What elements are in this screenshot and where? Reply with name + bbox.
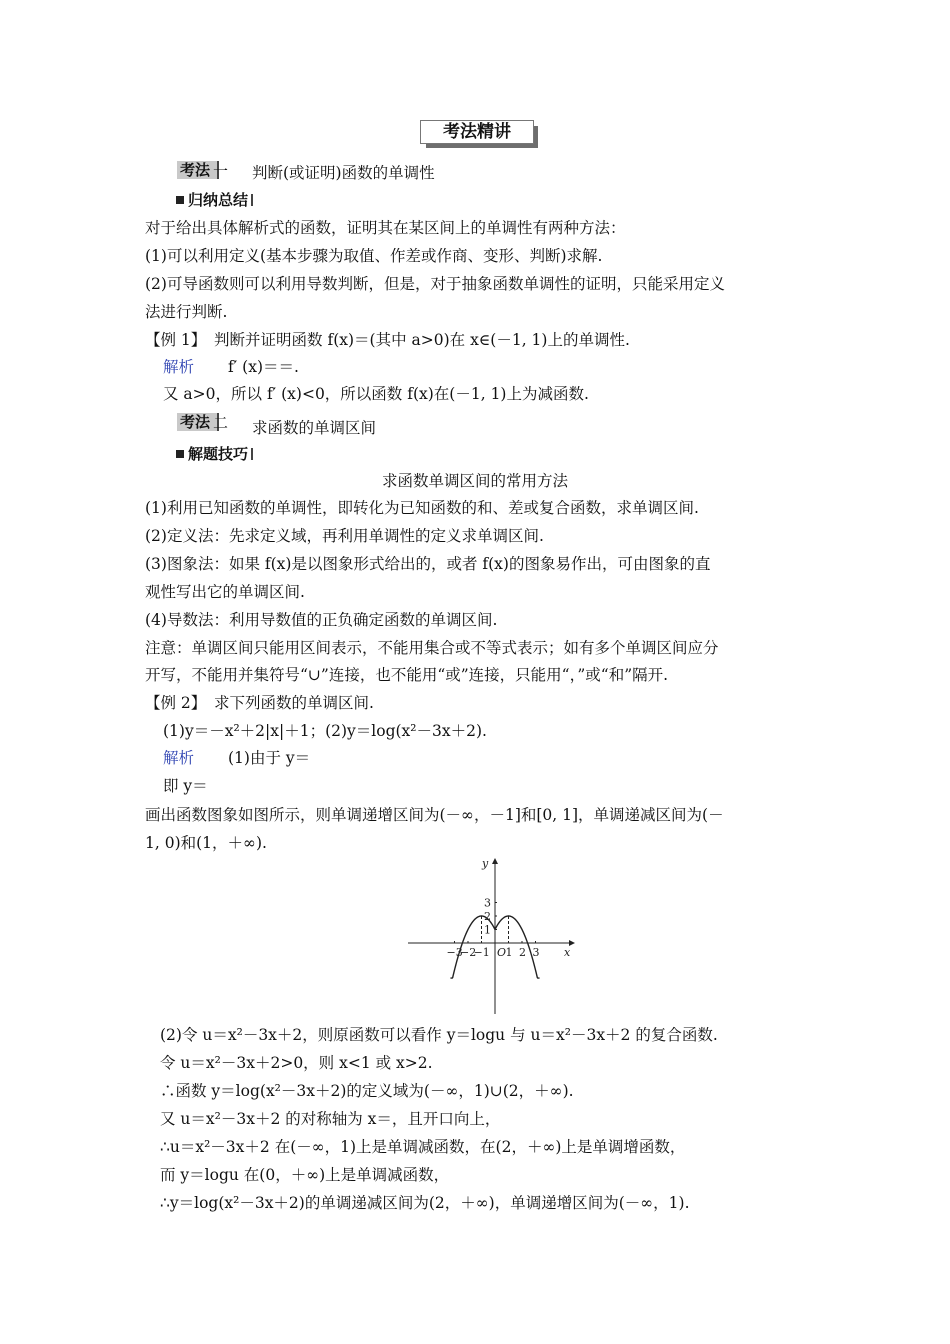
part-2-line-3: ∴函数 y＝log(x²－3x＋2)的定义域为(－∞，1)∪(2，＋∞).: [160, 1082, 574, 1100]
method-item-1: (1)利用已知函数的单调性，即转化为已知函数的和、差或复合函数，求单调区间.: [145, 499, 699, 517]
y-tick-label: 3: [484, 896, 491, 910]
x-axis-label: x: [564, 946, 571, 959]
square-bullet-icon: [176, 196, 184, 204]
method-item-3b: 观性写出它的单调区间.: [145, 583, 305, 601]
tips-tag: [176, 444, 253, 464]
y-tick-label: 1: [484, 923, 491, 937]
method-item-3a: (3)图象法：如果 f(x)是以图象形式给出的，或者 f(x)的图象易作出，可由图象的直: [145, 555, 711, 573]
solution-2-line-2: 即 y＝: [163, 777, 208, 795]
tips-tag-label: 解题技巧: [188, 445, 249, 463]
origin-label: O: [497, 946, 507, 959]
methods-center-title: 求函数单调区间的常用方法: [381, 472, 568, 490]
m1-paragraph-3b: 法进行判断.: [145, 303, 228, 321]
solution-2-label: 解析: [163, 749, 195, 767]
solution-1-line-1: f′ (x)＝＝.: [228, 358, 299, 376]
y-axis-label: y: [482, 857, 489, 870]
solution-2-line-1: (1)由于 y＝: [228, 749, 311, 767]
method-2-tag: [177, 413, 231, 433]
example-2: 【例 2】 求下列函数的单调区间.: [145, 694, 374, 712]
x-tick-label: −2: [460, 946, 477, 959]
x-tick-label: 1: [505, 946, 513, 959]
x-tick-label: 3: [532, 946, 540, 959]
section-title-box: [420, 120, 540, 148]
method-2-title: 求函数的单调区间: [252, 419, 377, 437]
x-tick-label: −3: [446, 946, 463, 959]
method-item-2: (2)定义法：先求定义域，再利用单调性的定义求单调区间.: [145, 527, 544, 545]
summary-tag-label: 归纳总结: [188, 191, 249, 209]
part-2-line-5: ∴u＝x²－3x＋2 在(－∞，1)上是单调减函数，在(2，＋∞)上是单调增函数，: [160, 1138, 686, 1156]
note-line-b: 开写，不能用并集符号“∪”连接，也不能用“或”连接，只能用“，”或“和”隔开.: [145, 666, 669, 684]
part-2-line-4: 又 u＝x²－3x＋2 的对称轴为 x＝，且开口向上，: [160, 1110, 501, 1128]
tag-bar-icon: [251, 448, 253, 460]
m1-paragraph-3a: (2)可导函数则可以利用导数判断，但是，对于抽象函数单调性的证明，只能采用定义: [145, 275, 725, 293]
solution-2-line-3b: 1, 0)和(1，＋∞).: [145, 834, 267, 852]
summary-tag: [176, 190, 253, 210]
solution-1-line-2: 又 a>0，所以 f′ (x)<0，所以函数 f(x)在(－1, 1)上为减函数.: [163, 385, 589, 403]
part-2-line-7: ∴y＝log(x²－3x＋2)的单调递减区间为(2，＋∞)，单调递增区间为(－∞，1).: [160, 1194, 690, 1212]
method-1-tag: [177, 161, 231, 181]
method-tag-number: 一: [213, 162, 229, 180]
function-graph: [402, 855, 578, 1020]
part-2-line-6: 而 y＝logu 在(0，＋∞)上是单调减函数，: [160, 1166, 450, 1184]
tag-bar-icon: [251, 194, 253, 206]
solution-2-line-3a: 画出函数图象如图所示，则单调递增区间为(－∞，－1]和[0, 1]，单调递减区间为(－: [145, 806, 724, 824]
m1-paragraph-2: (1)可以利用定义(基本步骤为取值、作差或作商、变形、判断)求解.: [145, 247, 603, 265]
note-line-a: 注意：单调区间只能用区间表示，不能用集合或不等式表示；如有多个单调区间应分: [145, 639, 719, 657]
x-tick-label: −1: [473, 946, 490, 959]
section-title: 考法精讲: [420, 120, 534, 144]
m1-paragraph-1: 对于给出具体解析式的函数，证明其在某区间上的单调性有两种方法：: [145, 219, 626, 237]
method-tag-label: 考法: [180, 161, 211, 179]
x-tick-label: 2: [519, 946, 526, 959]
method-1-title: 判断(或证明)函数的单调性: [252, 164, 435, 182]
y-tick-label: 2: [484, 910, 491, 923]
method-tag-label: 考法: [180, 413, 211, 431]
square-bullet-icon: [176, 450, 184, 458]
part-2-line-2: 令 u＝x²－3x＋2>0，则 x<1 或 x>2.: [160, 1054, 433, 1072]
part-2-line-1: (2)令 u＝x²－3x＋2，则原函数可以看作 y＝logu 与 u＝x²－3x＋2 的复合函数.: [160, 1026, 718, 1044]
solution-1-label: 解析: [163, 358, 195, 376]
example-1: 【例 1】 判断并证明函数 f(x)＝(其中 a>0)在 x∈(－1, 1)上的单调性.: [145, 331, 630, 349]
method-tag-number: 二: [213, 414, 229, 432]
example-2-items: (1)y＝－x²＋2|x|＋1；(2)y＝log(x²－3x＋2).: [163, 722, 487, 740]
method-item-4: (4)导数法：利用导数值的正负确定函数的单调区间.: [145, 611, 498, 629]
